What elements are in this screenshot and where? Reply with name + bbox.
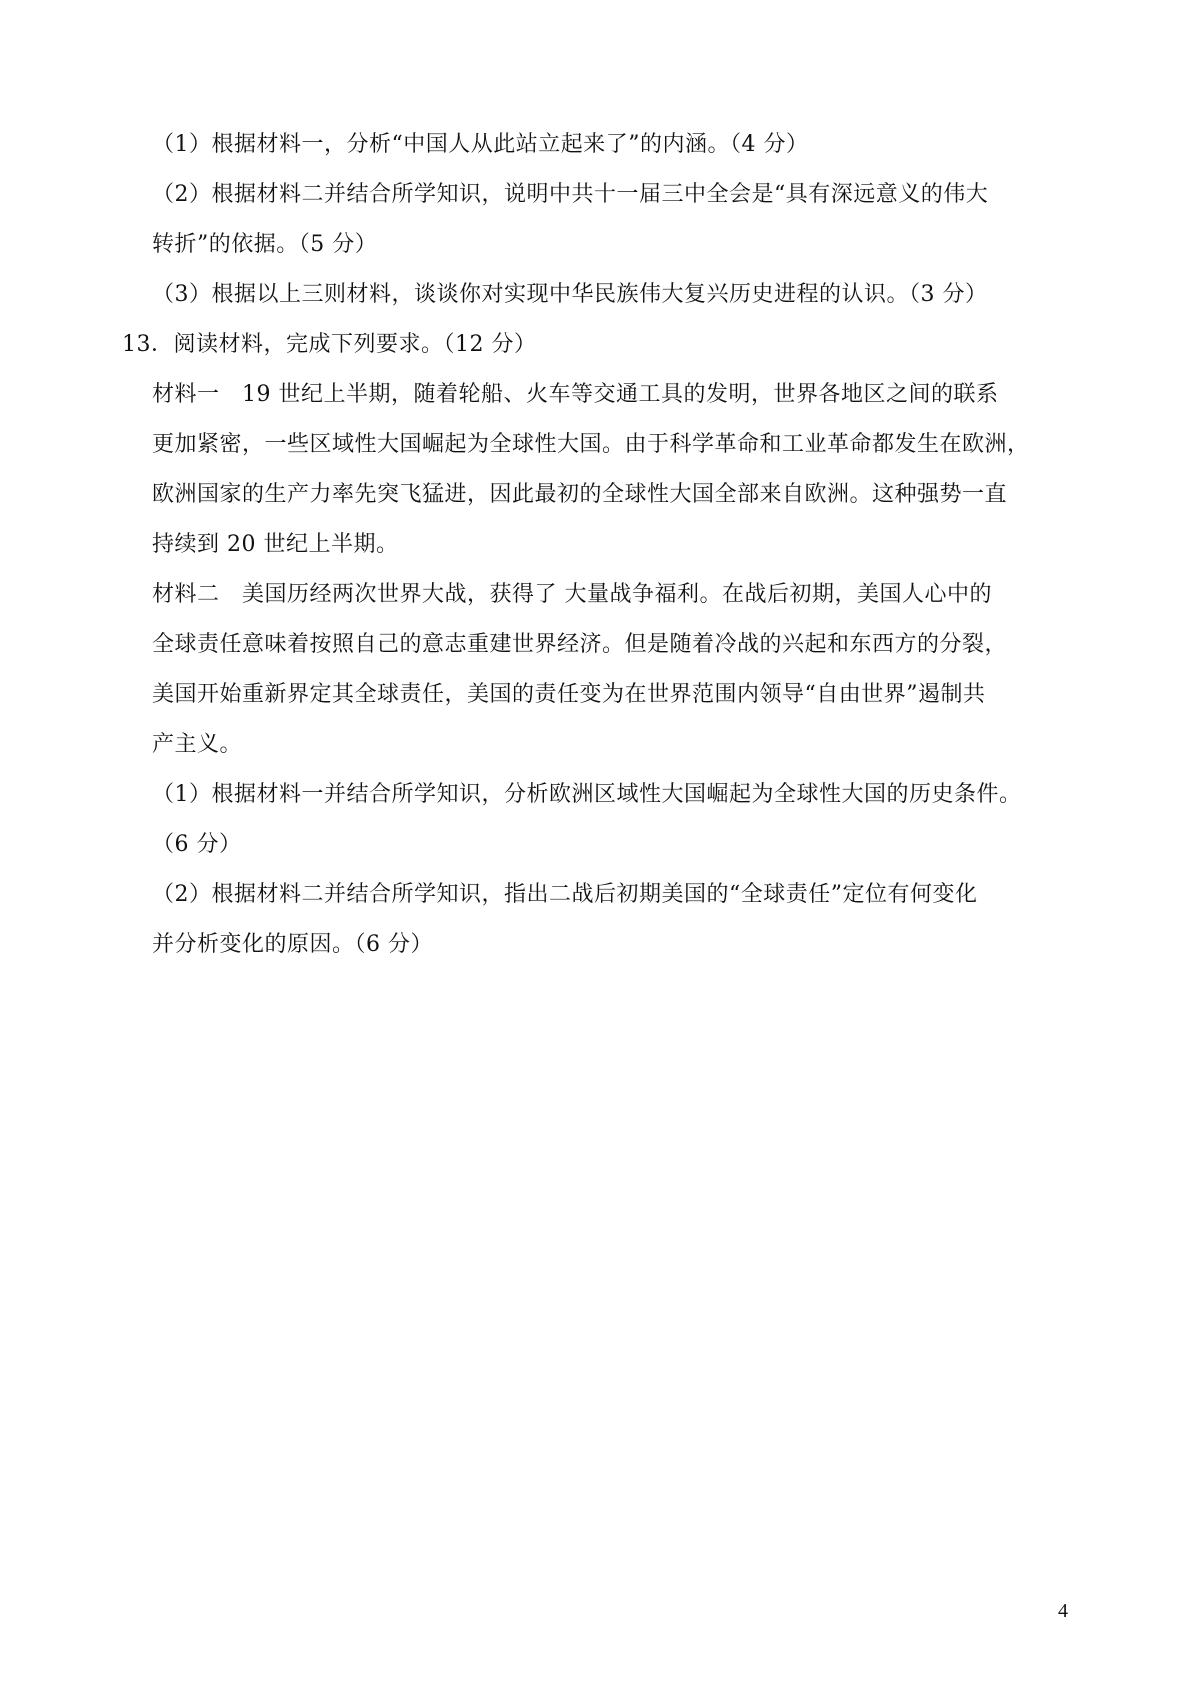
material-2-line-2: 全球责任意味着按照自己的意志重建世界经济。但是随着冷战的兴起和东西方的分裂， <box>152 632 1008 657</box>
question-13-part-1-line-1: （1）根据材料一并结合所学知识，分析欧洲区域性大国崛起为全球性大国的历史条件。 <box>152 782 1022 807</box>
material-1-line-4: 持续到 20 世纪上半期。 <box>152 532 399 557</box>
question-12-part-1: （1）根据材料一，分析“中国人从此站立起来了”的内涵。（4 分） <box>152 132 809 157</box>
material-1-line-3: 欧洲国家的生产力率先突飞猛进，因此最初的全球性大国全部来自欧洲。这种强势一直 <box>152 482 1008 507</box>
question-13-part-2-line-2: 并分析变化的原因。（6 分） <box>152 932 433 957</box>
question-13-part-2-line-1: （2）根据材料二并结合所学知识，指出二战后初期美国的“全球责任”定位有何变化 <box>152 882 978 907</box>
page-number: 4 <box>1058 1600 1068 1622</box>
question-13-part-1-line-2: （6 分） <box>152 832 242 857</box>
question-13-heading: 13．阅读材料，完成下列要求。（12 分） <box>122 332 537 357</box>
question-12-part-3: （3）根据以上三则材料，谈谈你对实现中华民族伟大复兴历史进程的认识。（3 分） <box>152 282 988 307</box>
material-1-line-1: 材料一 19 世纪上半期，随着轮船、火车等交通工具的发明，世界各地区之间的联系 <box>152 382 999 407</box>
question-12-part-2-line-2: 转折”的依据。（5 分） <box>152 232 378 257</box>
material-2-line-4: 产主义。 <box>152 732 243 757</box>
material-2-line-3: 美国开始重新界定其全球责任，美国的责任变为在世界范围内领导“自由世界”遏制共 <box>152 682 986 707</box>
material-1-line-2: 更加紧密，一些区域性大国崛起为全球性大国。由于科学革命和工业革命都发生在欧洲， <box>152 432 1030 457</box>
material-2-line-1: 材料二 美国历经两次世界大战，获得了 大量战争福利。在战后初期，美国人心中的 <box>152 582 992 607</box>
question-12-part-2-line-1: （2）根据材料二并结合所学知识，说明中共十一届三中全会是“具有深远意义的伟大 <box>152 182 989 207</box>
